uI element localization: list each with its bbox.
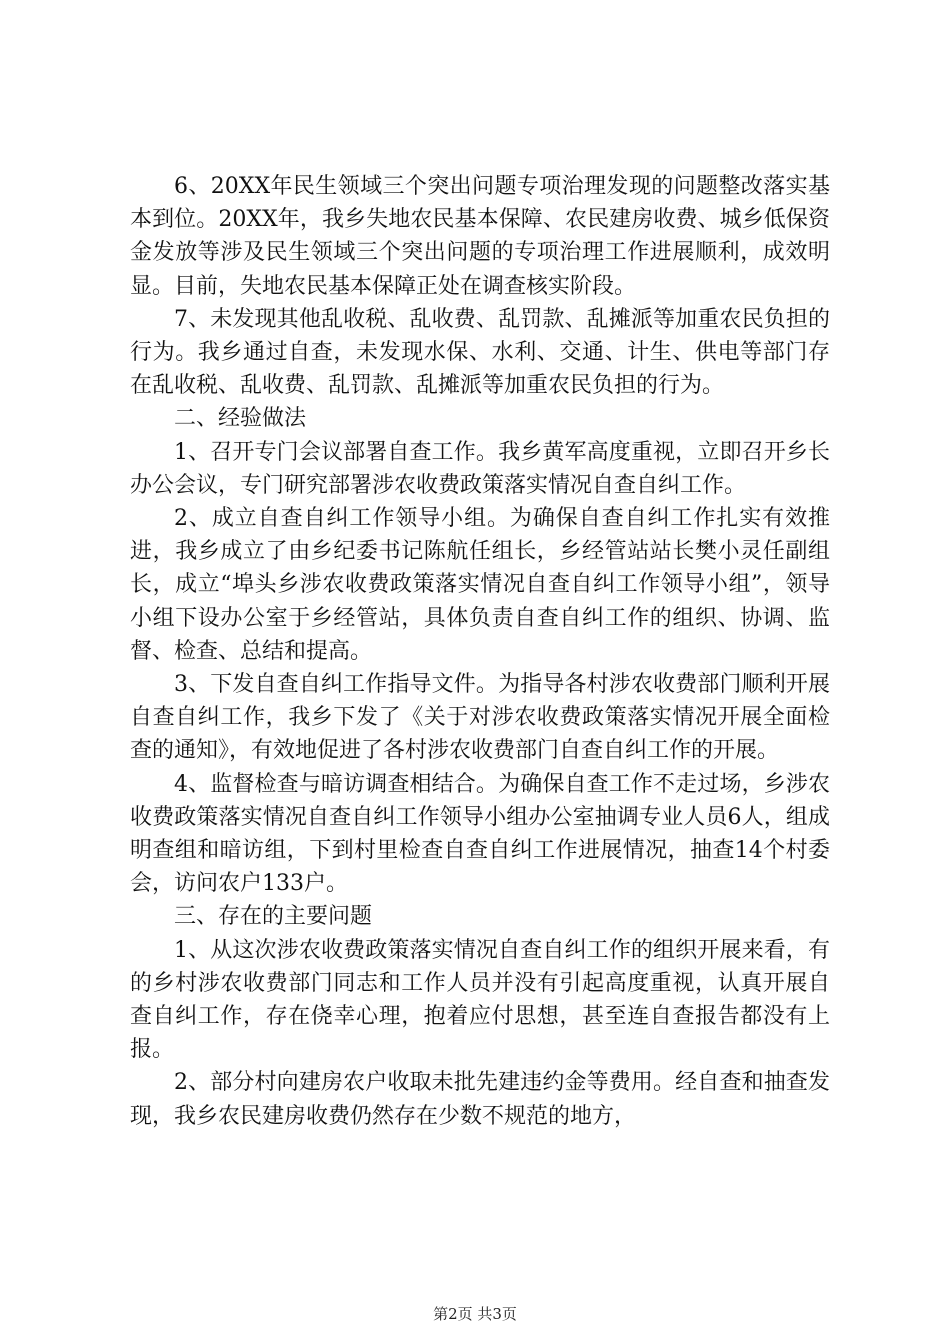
paragraph-4: 2、成立自查自纠工作领导小组。为确保自查自纠工作扎实有效推进，我乡成立了由乡纪委书记陈航任组长，乡经管站站长樊小灵任副组长，成立“埠头乡涉农收费政策落实情况自查自纠工作领导小组”，领导小组下设办公室于乡经管站，具体负责自查自纠工作的组织、协调、监督、检查、总结和提高。 [130, 506, 830, 664]
page-footer: 第2页 共3页 [433, 1305, 517, 1323]
paragraph-3: 1、召开专门会议部署自查工作。我乡黄军高度重视，立即召开乡长办公会议，专门研究部署涉农收费政策落实情况自查自纠工作。 [130, 439, 830, 498]
paragraph-8: 2、部分村向建房农户收取未批先建违约金等费用。经自查和抽查发现，我乡农民建房收费仍然存在少数不规范的地方， [130, 1070, 830, 1129]
paragraph-2: 7、未发现其他乱收税、乱收费、乱罚款、乱摊派等加重农民负担的行为。我乡通过自查，未发现水保、水利、交通、计生、供电等部门存在乱收税、乱收费、乱罚款、乱摊派等加重农民负担的行为。 [130, 306, 830, 399]
document-body [130, 170, 830, 1133]
paragraph-5: 3、下发自查自纠工作指导文件。为指导各村涉农收费部门顺利开展自查自纠工作，我乡下发了《关于对涉农收费政策落实情况开展全面检查的通知》，有效地促进了各村涉农收费部门自查自纠工作的开展。 [130, 672, 830, 764]
section-heading-2: 二、经验做法 [174, 406, 307, 432]
paragraph-6: 4、监督检查与暗访调查相结合。为确保自查工作不走过场，乡涉农收费政策落实情况自查自纠工作领导小组办公室抽调专业人员6人，组成明查组和暗访组，下到村里检查自查自纠工作进展情况，抽查14个村委会，访问农户133户。 [130, 771, 830, 897]
paragraph-1: 6、20XX年民生领域三个突出问题专项治理发现的问题整改落实基本到位。20XX年，我乡失地农民基本保障、农民建房收费、城乡低保资金发放等涉及民生领域三个突出问题的专项治理工作进展顺利，成效明显。目前，失地农民基本保障正处在调查核实阶段。 [130, 174, 830, 299]
section-heading-3: 三、存在的主要问题 [174, 904, 373, 930]
paragraph-7: 1、从这次涉农收费政策落实情况自查自纠工作的组织开展来看，有的乡村涉农收费部门同志和工作人员并没有引起高度重视，认真开展自查自纠工作，存在侥幸心理，抱着应付思想，甚至连自查报告都没有上报。 [130, 937, 830, 1063]
